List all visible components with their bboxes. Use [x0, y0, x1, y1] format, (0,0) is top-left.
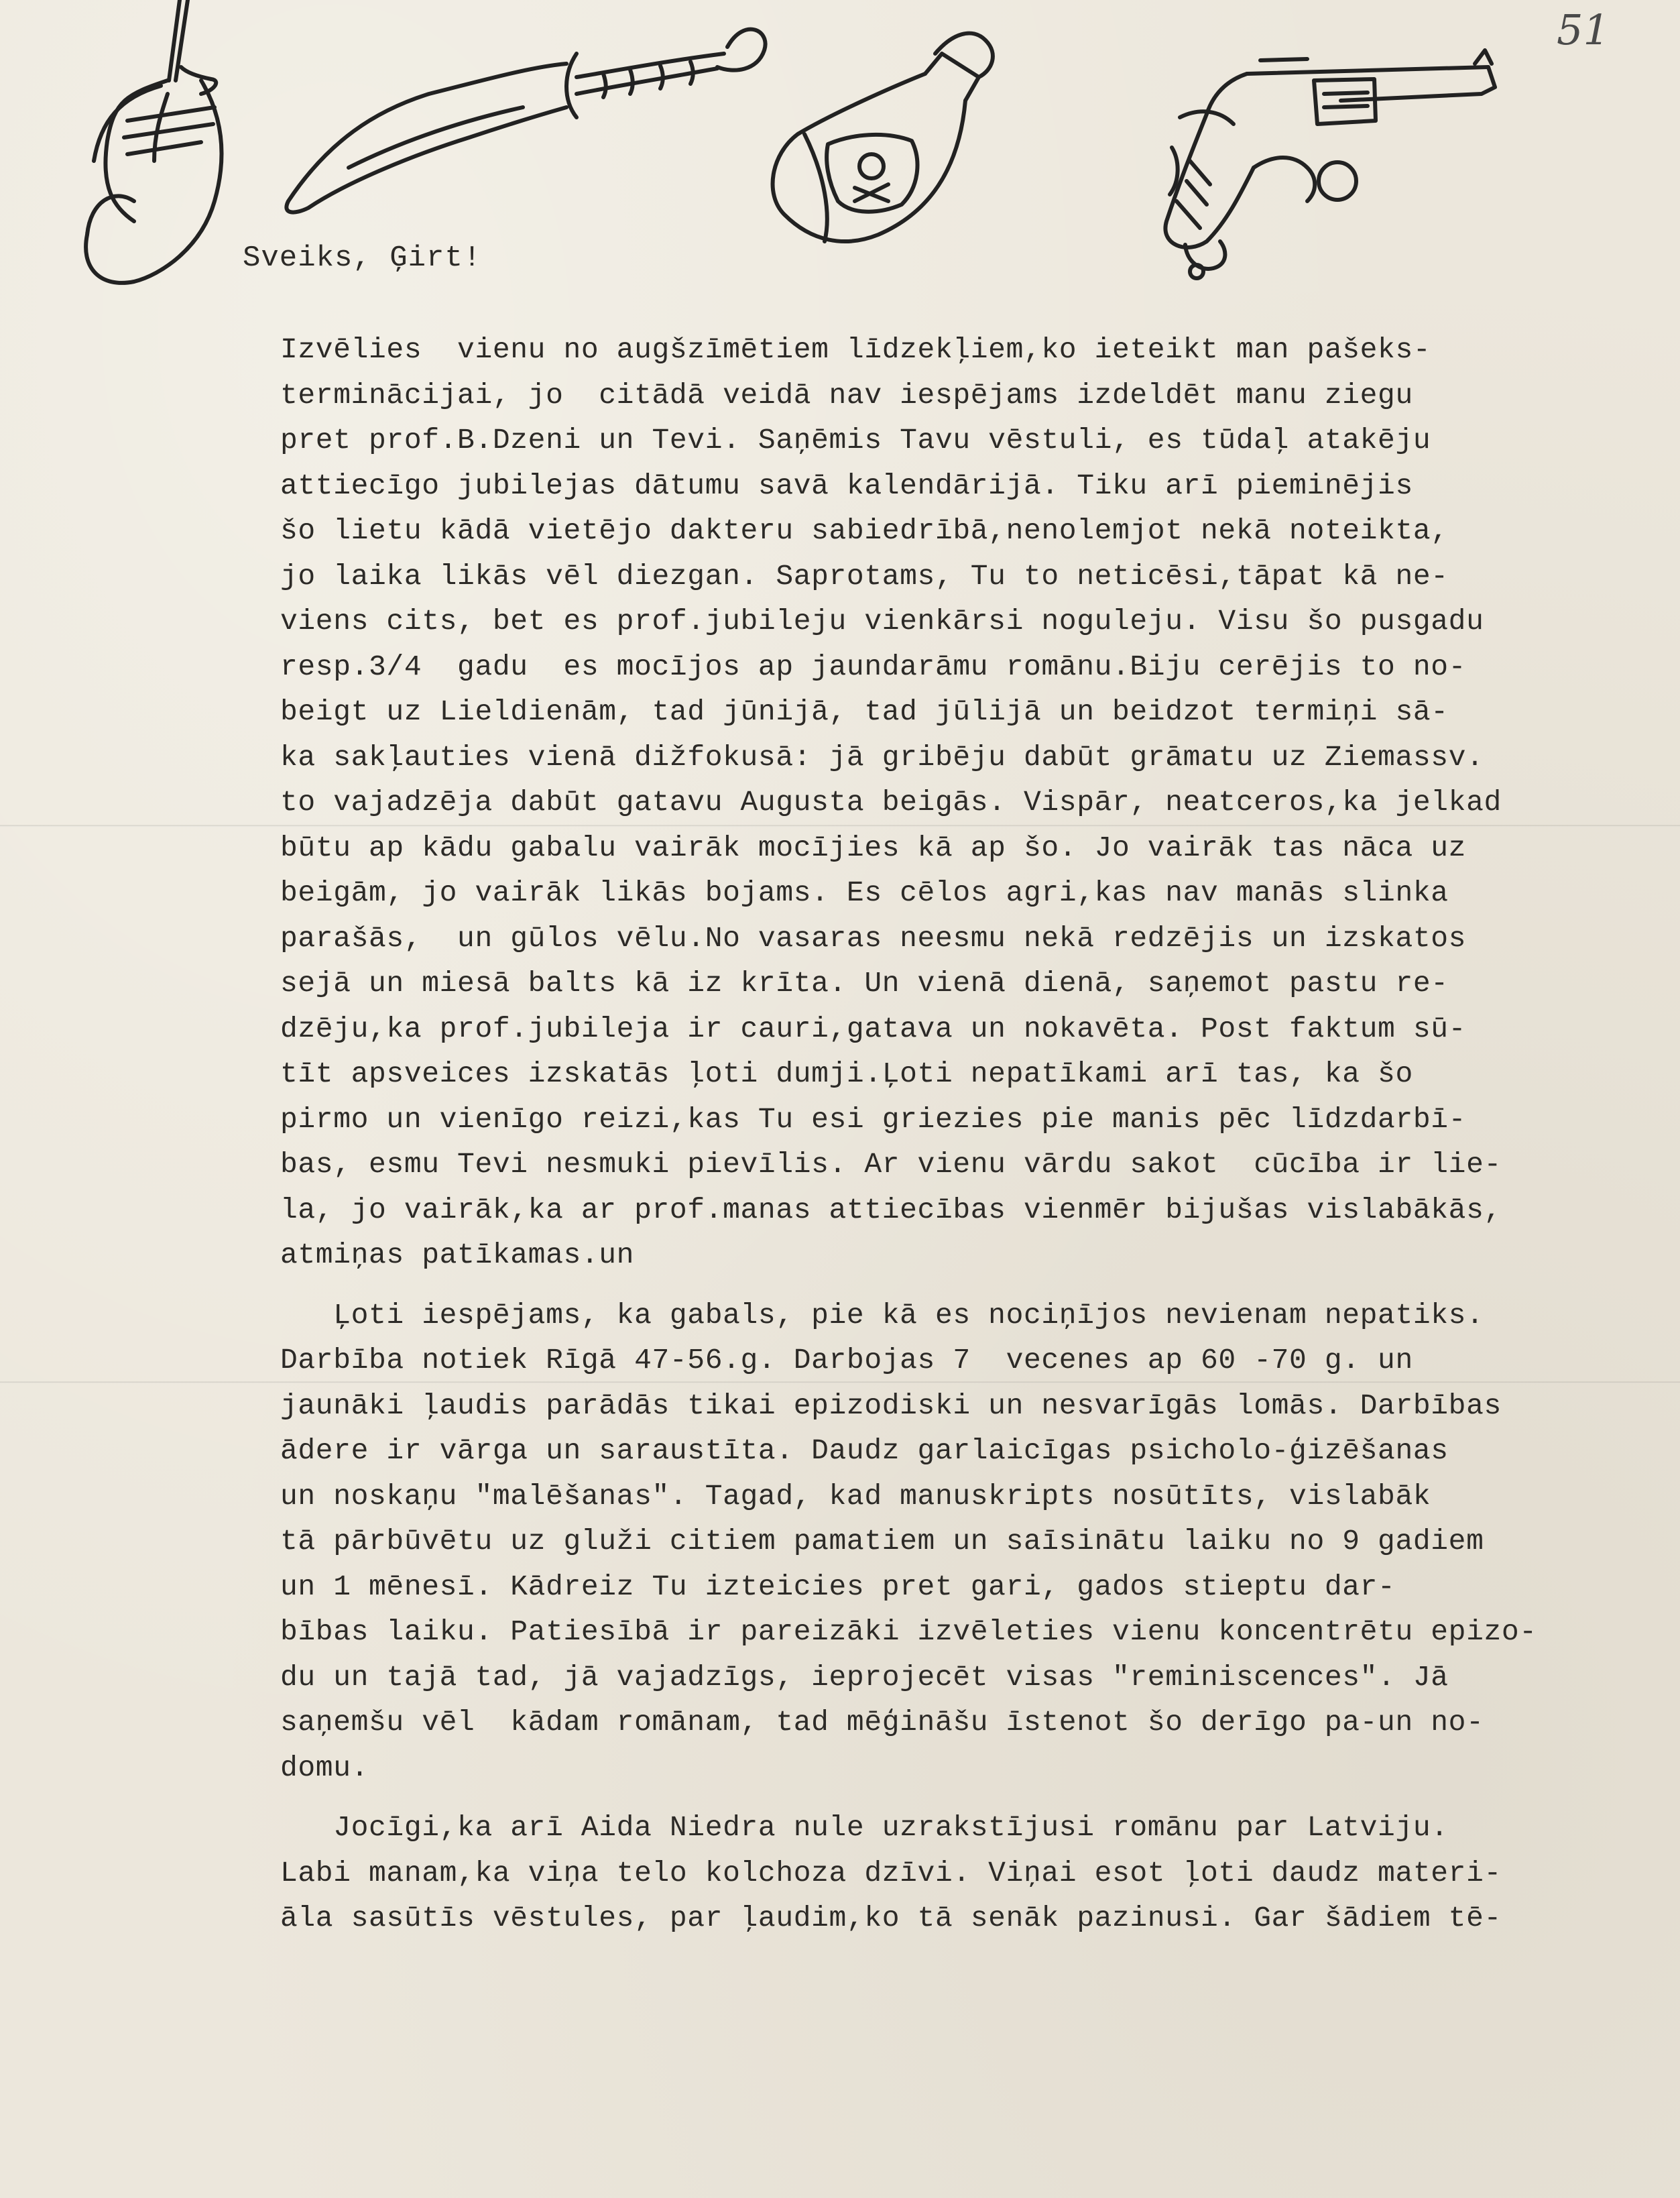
- text-line: beigām, jo vairāk likās bojams. Es cēlos agri,kas nav manās slinka: [280, 876, 1449, 909]
- revolver-sketch: [1165, 50, 1495, 278]
- text-line: tā pārbūvētu uz gluži citiem pamatiem un saīsinātu laiku no 9 gadiem: [280, 1525, 1484, 1558]
- paragraph: [280, 1805, 1661, 1941]
- text-line: tīt apsveices izskatās ļoti dumji.Ļoti nepatīkami arī tas, ka šo: [280, 1057, 1413, 1090]
- text-line: Labi manam,ka viņa telo kolchoza dzīvi. Viņai esot ļoti daudz materi-: [280, 1856, 1502, 1890]
- paragraph-gap: [280, 1790, 1661, 1805]
- text-line: bas, esmu Tevi nesmuki pievīlis. Ar vienu vārdu sakot cūcība ir lie-: [280, 1148, 1502, 1181]
- text-line: Jocīgi,ka arī Aida Niedra nule uzrakstījusi romānu par Latviju.: [280, 1811, 1449, 1844]
- paragraph: [280, 327, 1661, 1278]
- knife-sketch: [286, 30, 765, 213]
- text-line: jo laika likās vēl diezgan. Saprotams, Tu to neticēsi,tāpat kā ne-: [280, 559, 1449, 593]
- text-line: beigt uz Lieldienām, tad jūnijā, tad jūlijā un beidzot termiņi sā-: [280, 695, 1449, 728]
- text-line: sejā un miesā balts kā iz krīta. Un vienā dienā, saņemot pastu re-: [280, 967, 1449, 1000]
- text-line: ka sakļauties vienā dižfokusā: jā gribēju dabūt grāmatu uz Ziemassv.: [280, 740, 1484, 774]
- text-line: dzēju,ka prof.jubileja ir cauri,gatava un nokavēta. Post faktum sū-: [280, 1012, 1467, 1045]
- text-line: la, jo vairāk,ka ar prof.manas attiecības vienmēr bijušas vislabākās,: [280, 1193, 1502, 1226]
- letter-body: [280, 327, 1661, 1941]
- text-line: saņemšu vēl kādam romānam, tad mēģināšu īstenot šo derīgo pa-un no-: [280, 1706, 1484, 1739]
- text-line: pirmo un vienīgo reizi,kas Tu esi griezies pie manis pēc līdzdarbī-: [280, 1102, 1467, 1136]
- text-line: atmiņas patīkamas.un: [280, 1238, 635, 1271]
- paragraph-gap: [280, 1278, 1661, 1293]
- noose-sketch: [86, 0, 221, 283]
- text-line: būtu ap kādu gabalu vairāk mocījies kā ap šo. Jo vairāk tas nāca uz: [280, 831, 1467, 864]
- text-line: terminācijai, jo citādā veidā nav iespējams izdeldēt manu ziegu: [280, 378, 1413, 412]
- text-line: Darbība notiek Rīgā 47-56.g. Darbojas 7 vecenes ap 60 -70 g. un: [280, 1344, 1413, 1377]
- text-line: šo lietu kādā vietējo dakteru sabiedrībā,nenolemjot nekā noteikta,: [280, 514, 1449, 547]
- text-line: pret prof.B.Dzeni un Tevi. Saņēmis Tavu vēstuli, es tūdaļ atakēju: [280, 424, 1431, 457]
- paragraph: [280, 1293, 1661, 1791]
- poison-bottle-sketch: [773, 34, 993, 241]
- text-line: to vajadzēja dabūt gatavu Augusta beigās. Vispār, neatceros,ka jelkad: [280, 786, 1502, 819]
- salutation: Sveiks, Ģirt!: [243, 241, 482, 275]
- text-line: bības laiku. Patiesībā ir pareizāki izvēleties vienu koncentrētu epizo-: [280, 1615, 1537, 1648]
- text-line: domu.: [280, 1751, 369, 1784]
- text-line: jaunāki ļaudis parādās tikai epizodiski un nesvarīgās lomās. Darbības: [280, 1389, 1502, 1422]
- text-line: ādere ir vārga un saraustīta. Daudz garlaicīgas psicholo-ģizēšanas: [280, 1434, 1449, 1467]
- text-line: resp.3/4 gadu es mocījos ap jaundarāmu romānu.Biju cerējis to no-: [280, 650, 1467, 683]
- text-line: Izvēlies vienu no augšzīmētiem līdzekļiem,ko ieteikt man pašeks-: [280, 333, 1431, 366]
- text-line: āla sasūtīs vēstules, par ļaudim,ko tā senāk pazinusi. Gar šādiem tē-: [280, 1902, 1502, 1934]
- text-line: Ļoti iespējams, ka gabals, pie kā es nociņījos nevienam nepatiks.: [280, 1298, 1484, 1332]
- page-number: 51: [1557, 5, 1610, 54]
- text-line: un noskaņu "malēšanas". Tagad, kad manuskripts nosūtīts, vislabāk: [280, 1479, 1431, 1513]
- text-line: du un tajā tad, jā vajadzīgs, ieprojecēt visas "reminiscences". Jā: [280, 1660, 1449, 1694]
- text-line: viens cits, bet es prof.jubileju vienkārsi noguleju. Visu šo pusgadu: [280, 605, 1484, 638]
- text-line: un 1 mēnesī. Kādreiz Tu izteicies pret gari, gados stieptu dar-: [280, 1570, 1396, 1603]
- text-line: attiecīgo jubilejas dātumu savā kalendārijā. Tiku arī pieminējis: [280, 469, 1413, 502]
- text-line: parašās, un gūlos vēlu.No vasaras neesmu nekā redzējis un izskatos: [280, 921, 1467, 955]
